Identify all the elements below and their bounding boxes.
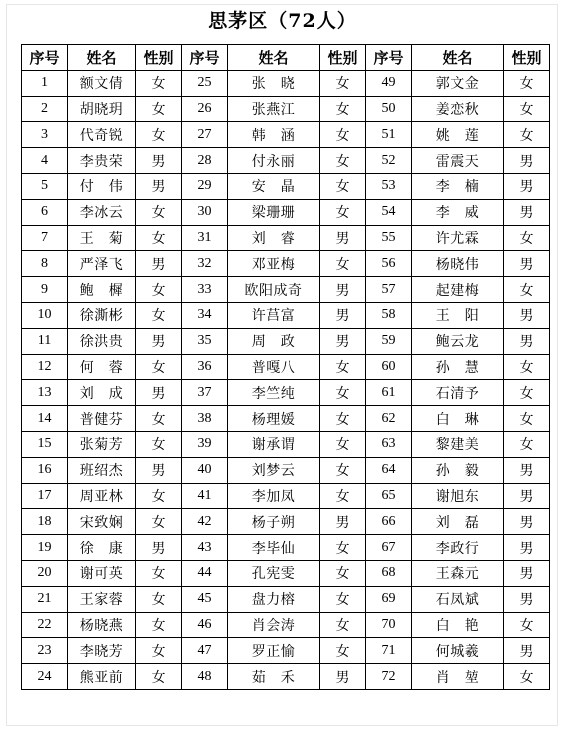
- table-row: [22, 535, 550, 561]
- gender-cell: 女: [320, 122, 366, 148]
- table-row: [22, 70, 550, 96]
- name-cell: 王 菊: [68, 225, 136, 251]
- name-cell: 鲍 樨: [68, 277, 136, 303]
- gender-cell: 女: [320, 96, 366, 122]
- name-cell: 谢可英: [68, 560, 136, 586]
- seq-cell: 44: [182, 560, 228, 586]
- name-cell: 孔宪雯: [228, 560, 320, 586]
- name-cell: 何 蓉: [68, 354, 136, 380]
- name-cell: 刘 睿: [228, 225, 320, 251]
- seq-cell: 7: [22, 225, 68, 251]
- roster-table: [21, 44, 550, 690]
- seq-cell: 68: [366, 560, 412, 586]
- name-cell: 胡晓玥: [68, 96, 136, 122]
- table-row: [22, 509, 550, 535]
- gender-cell: 女: [320, 483, 366, 509]
- name-cell: 普嘎八: [228, 354, 320, 380]
- gender-cell: 女: [136, 560, 182, 586]
- gender-cell: 男: [320, 664, 366, 690]
- gender-cell: 男: [320, 225, 366, 251]
- seq-cell: 4: [22, 148, 68, 174]
- name-cell: 李晓芳: [68, 638, 136, 664]
- seq-cell: 71: [366, 638, 412, 664]
- seq-cell: 3: [22, 122, 68, 148]
- seq-cell: 23: [22, 638, 68, 664]
- gender-cell: 女: [136, 199, 182, 225]
- seq-cell: 27: [182, 122, 228, 148]
- name-cell: 鲍云龙: [412, 328, 504, 354]
- name-cell: 付永丽: [228, 148, 320, 174]
- gender-cell: 女: [136, 612, 182, 638]
- name-cell: 王森元: [412, 560, 504, 586]
- gender-cell: 男: [504, 328, 550, 354]
- gender-cell: 男: [136, 328, 182, 354]
- seq-cell: 39: [182, 431, 228, 457]
- name-cell: 郭文金: [412, 70, 504, 96]
- gender-cell: 女: [504, 664, 550, 690]
- gender-cell: 女: [136, 406, 182, 432]
- table-title: 思茅区（72人）: [208, 10, 357, 32]
- name-cell: 谢承谓: [228, 431, 320, 457]
- name-cell: 白 琳: [412, 406, 504, 432]
- seq-cell: 24: [22, 664, 68, 690]
- gender-cell: 男: [504, 199, 550, 225]
- name-cell: 起建梅: [412, 277, 504, 303]
- table-row: [22, 483, 550, 509]
- table-row: [22, 148, 550, 174]
- table-row: [22, 354, 550, 380]
- name-cell: 李加凤: [228, 483, 320, 509]
- table-row: [22, 664, 550, 690]
- gender-cell: 女: [320, 406, 366, 432]
- gender-cell: 女: [136, 122, 182, 148]
- gender-cell: 女: [320, 586, 366, 612]
- gender-cell: 男: [504, 535, 550, 561]
- name-cell: 杨晓伟: [412, 251, 504, 277]
- name-cell: 李政行: [412, 535, 504, 561]
- gender-cell: 男: [504, 638, 550, 664]
- name-cell: 张菊芳: [68, 431, 136, 457]
- header-seq: 序号: [22, 45, 68, 71]
- seq-cell: 57: [366, 277, 412, 303]
- name-cell: 李冰云: [68, 199, 136, 225]
- name-cell: 许尤霖: [412, 225, 504, 251]
- name-cell: 张燕江: [228, 96, 320, 122]
- seq-cell: 42: [182, 509, 228, 535]
- name-cell: 张 晓: [228, 70, 320, 96]
- gender-cell: 女: [136, 70, 182, 96]
- gender-cell: 女: [504, 96, 550, 122]
- seq-cell: 29: [182, 173, 228, 199]
- header-name: 姓名: [228, 45, 320, 71]
- gender-cell: 女: [136, 483, 182, 509]
- seq-cell: 72: [366, 664, 412, 690]
- gender-cell: 女: [504, 354, 550, 380]
- seq-cell: 22: [22, 612, 68, 638]
- gender-cell: 男: [504, 251, 550, 277]
- gender-cell: 女: [504, 70, 550, 96]
- name-cell: 黎建美: [412, 431, 504, 457]
- name-cell: 周亚林: [68, 483, 136, 509]
- gender-cell: 女: [320, 199, 366, 225]
- name-cell: 谢旭东: [412, 483, 504, 509]
- seq-cell: 26: [182, 96, 228, 122]
- seq-cell: 62: [366, 406, 412, 432]
- seq-cell: 65: [366, 483, 412, 509]
- gender-cell: 男: [320, 509, 366, 535]
- name-cell: 王 阳: [412, 302, 504, 328]
- seq-cell: 16: [22, 457, 68, 483]
- seq-cell: 48: [182, 664, 228, 690]
- gender-cell: 女: [504, 225, 550, 251]
- name-cell: 杨理媛: [228, 406, 320, 432]
- seq-cell: 63: [366, 431, 412, 457]
- name-cell: 肖 堃: [412, 664, 504, 690]
- seq-cell: 2: [22, 96, 68, 122]
- gender-cell: 女: [320, 612, 366, 638]
- gender-cell: 男: [504, 483, 550, 509]
- name-cell: 许莒富: [228, 302, 320, 328]
- seq-cell: 52: [366, 148, 412, 174]
- seq-cell: 19: [22, 535, 68, 561]
- table-row: [22, 96, 550, 122]
- name-cell: 刘 磊: [412, 509, 504, 535]
- gender-cell: 男: [136, 251, 182, 277]
- gender-cell: 男: [136, 148, 182, 174]
- name-cell: 石清予: [412, 380, 504, 406]
- header-seq: 序号: [366, 45, 412, 71]
- name-cell: 徐洪贵: [68, 328, 136, 354]
- gender-cell: 男: [504, 302, 550, 328]
- name-cell: 白 艳: [412, 612, 504, 638]
- name-cell: 邓亚梅: [228, 251, 320, 277]
- seq-cell: 10: [22, 302, 68, 328]
- seq-cell: 45: [182, 586, 228, 612]
- header-gender: 性别: [504, 45, 550, 71]
- seq-cell: 21: [22, 586, 68, 612]
- gender-cell: 男: [504, 173, 550, 199]
- gender-cell: 男: [136, 173, 182, 199]
- seq-cell: 66: [366, 509, 412, 535]
- gender-cell: 女: [320, 380, 366, 406]
- seq-cell: 37: [182, 380, 228, 406]
- seq-cell: 9: [22, 277, 68, 303]
- table-row: [22, 122, 550, 148]
- header-gender: 性别: [320, 45, 366, 71]
- seq-cell: 43: [182, 535, 228, 561]
- table-row: [22, 173, 550, 199]
- seq-cell: 12: [22, 354, 68, 380]
- gender-cell: 女: [320, 535, 366, 561]
- gender-cell: 女: [136, 586, 182, 612]
- name-cell: 付 伟: [68, 173, 136, 199]
- seq-cell: 14: [22, 406, 68, 432]
- seq-cell: 51: [366, 122, 412, 148]
- table-row: [22, 586, 550, 612]
- table-row: [22, 406, 550, 432]
- table-row: [22, 328, 550, 354]
- gender-cell: 女: [320, 638, 366, 664]
- seq-cell: 55: [366, 225, 412, 251]
- seq-cell: 40: [182, 457, 228, 483]
- seq-cell: 15: [22, 431, 68, 457]
- gender-cell: 女: [320, 251, 366, 277]
- gender-cell: 女: [320, 70, 366, 96]
- gender-cell: 女: [136, 431, 182, 457]
- name-cell: 李竺纯: [228, 380, 320, 406]
- name-cell: 李贵荣: [68, 148, 136, 174]
- name-cell: 盘力榕: [228, 586, 320, 612]
- gender-cell: 男: [320, 328, 366, 354]
- name-cell: 徐 康: [68, 535, 136, 561]
- gender-cell: 女: [320, 457, 366, 483]
- seq-cell: 28: [182, 148, 228, 174]
- gender-cell: 男: [504, 560, 550, 586]
- seq-cell: 53: [366, 173, 412, 199]
- name-cell: 杨晓燕: [68, 612, 136, 638]
- name-cell: 姚 莲: [412, 122, 504, 148]
- table-row: [22, 302, 550, 328]
- header-name: 姓名: [412, 45, 504, 71]
- name-cell: 杨子朔: [228, 509, 320, 535]
- name-cell: 李 威: [412, 199, 504, 225]
- gender-cell: 男: [320, 302, 366, 328]
- name-cell: 熊亚前: [68, 664, 136, 690]
- seq-cell: 8: [22, 251, 68, 277]
- seq-cell: 67: [366, 535, 412, 561]
- seq-cell: 58: [366, 302, 412, 328]
- seq-cell: 49: [366, 70, 412, 96]
- name-cell: 徐澌彬: [68, 302, 136, 328]
- seq-cell: 20: [22, 560, 68, 586]
- table-row: [22, 457, 550, 483]
- name-cell: 李 楠: [412, 173, 504, 199]
- gender-cell: 男: [136, 535, 182, 561]
- name-cell: 雷震天: [412, 148, 504, 174]
- name-cell: 安 晶: [228, 173, 320, 199]
- seq-cell: 6: [22, 199, 68, 225]
- seq-cell: 31: [182, 225, 228, 251]
- gender-cell: 女: [320, 148, 366, 174]
- gender-cell: 女: [504, 612, 550, 638]
- seq-cell: 35: [182, 328, 228, 354]
- seq-cell: 47: [182, 638, 228, 664]
- header-seq: 序号: [182, 45, 228, 71]
- table-row: [22, 612, 550, 638]
- gender-cell: 女: [136, 225, 182, 251]
- table-row: [22, 638, 550, 664]
- seq-cell: 38: [182, 406, 228, 432]
- gender-cell: 女: [504, 122, 550, 148]
- name-cell: 孙 毅: [412, 457, 504, 483]
- name-cell: 严泽飞: [68, 251, 136, 277]
- name-cell: 罗正愉: [228, 638, 320, 664]
- gender-cell: 女: [320, 560, 366, 586]
- gender-cell: 男: [320, 277, 366, 303]
- gender-cell: 男: [136, 457, 182, 483]
- seq-cell: 18: [22, 509, 68, 535]
- gender-cell: 男: [504, 457, 550, 483]
- table-row: [22, 225, 550, 251]
- gender-cell: 男: [504, 148, 550, 174]
- header-name: 姓名: [68, 45, 136, 71]
- seq-cell: 13: [22, 380, 68, 406]
- gender-cell: 女: [504, 277, 550, 303]
- seq-cell: 30: [182, 199, 228, 225]
- gender-cell: 女: [136, 96, 182, 122]
- seq-cell: 56: [366, 251, 412, 277]
- name-cell: 刘梦云: [228, 457, 320, 483]
- table-row: [22, 380, 550, 406]
- gender-cell: 女: [136, 664, 182, 690]
- gender-cell: 女: [136, 302, 182, 328]
- seq-cell: 60: [366, 354, 412, 380]
- roster-body: [22, 70, 550, 689]
- gender-cell: 女: [504, 380, 550, 406]
- gender-cell: 女: [504, 431, 550, 457]
- header-row: [22, 45, 550, 71]
- gender-cell: 女: [136, 509, 182, 535]
- gender-cell: 女: [320, 431, 366, 457]
- gender-cell: 男: [504, 586, 550, 612]
- seq-cell: 70: [366, 612, 412, 638]
- header-gender: 性别: [136, 45, 182, 71]
- seq-cell: 61: [366, 380, 412, 406]
- gender-cell: 男: [136, 380, 182, 406]
- name-cell: 何城羲: [412, 638, 504, 664]
- name-cell: 韩 涵: [228, 122, 320, 148]
- name-cell: 王家蓉: [68, 586, 136, 612]
- seq-cell: 64: [366, 457, 412, 483]
- seq-cell: 54: [366, 199, 412, 225]
- seq-cell: 1: [22, 70, 68, 96]
- seq-cell: 41: [182, 483, 228, 509]
- name-cell: 石凤斌: [412, 586, 504, 612]
- name-cell: 代奇锐: [68, 122, 136, 148]
- seq-cell: 36: [182, 354, 228, 380]
- seq-cell: 59: [366, 328, 412, 354]
- table-row: [22, 251, 550, 277]
- name-cell: 额文倩: [68, 70, 136, 96]
- table-row: [22, 199, 550, 225]
- table-row: [22, 431, 550, 457]
- seq-cell: 32: [182, 251, 228, 277]
- seq-cell: 17: [22, 483, 68, 509]
- gender-cell: 女: [320, 173, 366, 199]
- table-row: [22, 277, 550, 303]
- gender-cell: 女: [136, 638, 182, 664]
- table-row: [22, 560, 550, 586]
- name-cell: 欧阳成奇: [228, 277, 320, 303]
- seq-cell: 5: [22, 173, 68, 199]
- seq-cell: 11: [22, 328, 68, 354]
- name-cell: 宋致娴: [68, 509, 136, 535]
- gender-cell: 女: [320, 354, 366, 380]
- name-cell: 姜恋秋: [412, 96, 504, 122]
- seq-cell: 33: [182, 277, 228, 303]
- seq-cell: 34: [182, 302, 228, 328]
- gender-cell: 女: [504, 406, 550, 432]
- seq-cell: 25: [182, 70, 228, 96]
- gender-cell: 女: [136, 277, 182, 303]
- name-cell: 茹 禾: [228, 664, 320, 690]
- name-cell: 周 政: [228, 328, 320, 354]
- name-cell: 普健芬: [68, 406, 136, 432]
- name-cell: 李毕仙: [228, 535, 320, 561]
- seq-cell: 69: [366, 586, 412, 612]
- name-cell: 梁珊珊: [228, 199, 320, 225]
- gender-cell: 女: [136, 354, 182, 380]
- seq-cell: 46: [182, 612, 228, 638]
- name-cell: 肖会涛: [228, 612, 320, 638]
- name-cell: 班绍杰: [68, 457, 136, 483]
- name-cell: 刘 成: [68, 380, 136, 406]
- seq-cell: 50: [366, 96, 412, 122]
- name-cell: 孙 慧: [412, 354, 504, 380]
- gender-cell: 男: [504, 509, 550, 535]
